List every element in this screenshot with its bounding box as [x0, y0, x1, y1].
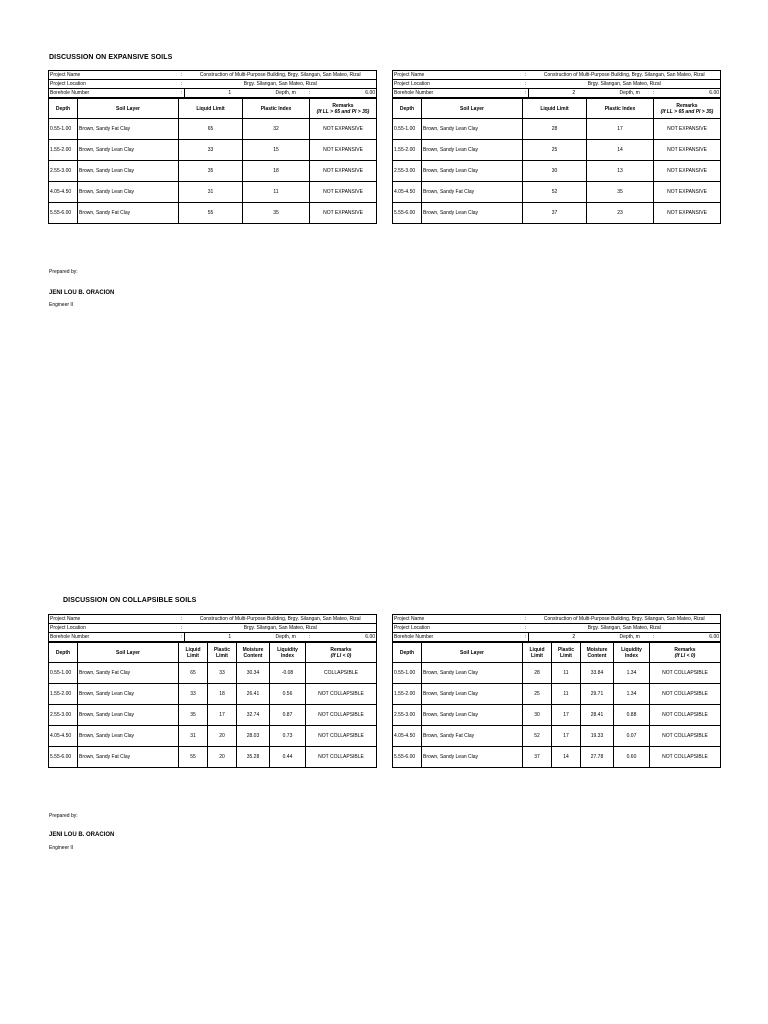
cell-ll: 30	[523, 705, 552, 726]
cell-ll: 52	[523, 182, 587, 203]
table-row	[393, 182, 721, 203]
depth-label: Depth, m	[275, 89, 307, 98]
cell-ll: 37	[523, 203, 587, 224]
cell-li: 0.88	[614, 705, 650, 726]
project-location-label: Project Location	[49, 80, 179, 89]
header-row	[393, 643, 721, 663]
liquid-limit-header	[179, 643, 208, 663]
colon: :	[307, 633, 313, 642]
cell-soil: Brown, Sandy Lean Clay	[78, 161, 179, 182]
ll-line1: Liquid	[529, 646, 545, 653]
project-location-label: Project Location	[393, 80, 523, 89]
cell-li: 0.73	[270, 726, 306, 747]
borehole-label: Borehole Number	[393, 89, 523, 98]
cell-remarks: NOT EXPANSIVE	[310, 140, 377, 161]
borehole-value: 2	[529, 89, 619, 98]
table-row	[393, 203, 721, 224]
cell-soil: Brown, Sandy Fat Clay	[422, 726, 523, 747]
cell-ll: 55	[179, 747, 208, 768]
collapsible-info-1	[48, 614, 377, 642]
depth-value: 6.00	[313, 89, 377, 98]
cell-depth: 4.05-4.50	[49, 182, 78, 203]
remarks-label: Remarks	[332, 102, 354, 109]
cell-mc: 27.78	[581, 747, 614, 768]
ll-line2: Limit	[531, 652, 543, 659]
collapsible-data-1	[48, 642, 377, 768]
project-name-value: Construction of Multi-Purpose Building, Brgy. Silangan, San Mateo, Rizal	[185, 71, 377, 80]
remarks-note: (If LI < 0)	[674, 652, 696, 659]
colon: :	[179, 80, 185, 89]
cell-li: 0.44	[270, 747, 306, 768]
cell-mc: 29.71	[581, 684, 614, 705]
project-location-label: Project Location	[393, 624, 523, 633]
col-rows	[393, 663, 721, 768]
cell-pl: 20	[208, 726, 237, 747]
cell-mc: 19.33	[581, 726, 614, 747]
table-row	[393, 140, 721, 161]
cell-remarks: NOT COLLAPSIBLE	[306, 705, 377, 726]
collapsible-info-2	[392, 614, 721, 642]
borehole-row	[393, 89, 721, 98]
header-row	[393, 99, 721, 119]
project-name-value: Construction of Multi-Purpose Building, Brgy. Silangan, San Mateo, Rizal	[529, 71, 721, 80]
cell-pi: 18	[243, 161, 310, 182]
depth-value: 6.00	[657, 89, 721, 98]
depth-header: Depth	[393, 99, 422, 119]
depth-header: Depth	[49, 643, 78, 663]
cell-ll: 25	[523, 684, 552, 705]
table-row	[393, 726, 721, 747]
prepared-by-label: Prepared by:	[49, 813, 78, 819]
ll-line1: Liquid	[185, 646, 201, 653]
li-line1: Liquidity	[621, 646, 642, 653]
cell-soil: Brown, Sandy Fat Clay	[78, 119, 179, 140]
cell-ll: 25	[523, 140, 587, 161]
remarks-header	[654, 99, 721, 119]
cell-depth: 2.55-3.00	[49, 705, 78, 726]
preparer-name: JENI LOU B. ORACION	[49, 290, 115, 296]
cell-ll: 28	[523, 119, 587, 140]
liquid-limit-header: Liquid Limit	[523, 99, 587, 119]
liquidity-header	[614, 643, 650, 663]
cell-remarks: COLLAPSIBLE	[306, 663, 377, 684]
cell-pl: 18	[208, 684, 237, 705]
cell-depth: 4.05-4.50	[393, 182, 422, 203]
header-row	[49, 99, 377, 119]
cell-remarks: NOT EXPANSIVE	[310, 161, 377, 182]
borehole-value: 1	[185, 89, 275, 98]
li-line2: Index	[280, 652, 295, 659]
remarks-label: Remarks	[676, 102, 698, 109]
cell-soil: Brown, Sandy Lean Clay	[78, 705, 179, 726]
pl-line2: Limit	[216, 652, 228, 659]
borehole-label: Borehole Number	[393, 633, 523, 642]
soil-layer-header: Soil Layer	[78, 643, 179, 663]
soil-layer-header: Soil Layer	[422, 643, 523, 663]
project-location-row	[393, 624, 721, 633]
cell-pl: 17	[552, 726, 581, 747]
cell-ll: 52	[523, 726, 552, 747]
table-row	[49, 140, 377, 161]
expansive-table-1	[48, 70, 376, 224]
li-line1: Liquidity	[277, 646, 298, 653]
ll-line2: Limit	[187, 652, 199, 659]
project-name-row	[393, 615, 721, 624]
cell-mc: 26.41	[237, 684, 270, 705]
cell-remarks: NOT COLLAPSIBLE	[306, 726, 377, 747]
cell-ll: 33	[179, 684, 208, 705]
prepared-by-label: Prepared by:	[49, 269, 78, 275]
depth-value: 6.00	[313, 633, 377, 642]
remarks-header	[306, 643, 377, 663]
cell-remarks: NOT EXPANSIVE	[310, 119, 377, 140]
cell-remarks: NOT EXPANSIVE	[654, 140, 721, 161]
borehole-row	[393, 633, 721, 642]
plastic-index-header: Plastic Index	[587, 99, 654, 119]
expansive-data-2	[392, 98, 721, 224]
cell-soil: Brown, Sandy Fat Clay	[78, 747, 179, 768]
cell-ll: 30	[523, 161, 587, 182]
cell-remarks: NOT EXPANSIVE	[654, 182, 721, 203]
borehole-value: 1	[185, 633, 275, 642]
mc-line2: Content	[587, 652, 607, 659]
soil-layer-header: Soil Layer	[78, 99, 179, 119]
cell-ll: 65	[179, 119, 243, 140]
cell-depth: 0.55-1.00	[393, 119, 422, 140]
plastic-limit-header	[552, 643, 581, 663]
cell-depth: 2.55-3.00	[393, 161, 422, 182]
cell-depth: 0.55-1.00	[49, 663, 78, 684]
cell-pl: 17	[552, 705, 581, 726]
cell-depth: 0.55-1.00	[393, 663, 422, 684]
cell-soil: Brown, Sandy Fat Clay	[422, 182, 523, 203]
expansive-table-2	[392, 70, 720, 224]
cell-remarks: NOT COLLAPSIBLE	[650, 663, 721, 684]
cell-mc: 33.84	[581, 663, 614, 684]
cell-pi: 35	[243, 203, 310, 224]
table-row	[49, 747, 377, 768]
borehole-value: 2	[529, 633, 619, 642]
cell-soil: Brown, Sandy Lean Clay	[422, 119, 523, 140]
cell-depth: 5.55-6.00	[393, 203, 422, 224]
cell-pl: 11	[552, 684, 581, 705]
cell-depth: 2.55-3.00	[49, 161, 78, 182]
remarks-note: (If LL > 65 and PI > 35)	[660, 108, 714, 115]
table-row	[393, 684, 721, 705]
cell-ll: 35	[179, 705, 208, 726]
soil-layer-header: Soil Layer	[422, 99, 523, 119]
exp-rows	[49, 119, 377, 224]
mc-line1: Moisture	[242, 646, 264, 653]
depth-header: Depth	[393, 643, 422, 663]
table-row	[49, 663, 377, 684]
cell-remarks: NOT EXPANSIVE	[654, 161, 721, 182]
table-row	[49, 119, 377, 140]
collapsible-table-2	[392, 614, 720, 768]
colon: :	[523, 615, 529, 624]
cell-remarks: NOT COLLAPSIBLE	[650, 684, 721, 705]
depth-label: Depth, m	[275, 633, 307, 642]
remarks-label: Remarks	[330, 646, 352, 653]
cell-pi: 14	[587, 140, 654, 161]
cell-pi: 23	[587, 203, 654, 224]
cell-soil: Brown, Sandy Fat Clay	[78, 203, 179, 224]
colon: :	[523, 633, 529, 642]
cell-pl: 20	[208, 747, 237, 768]
cell-remarks: NOT EXPANSIVE	[310, 182, 377, 203]
table-row	[49, 161, 377, 182]
cell-soil: Brown, Sandy Lean Clay	[422, 684, 523, 705]
cell-pi: 13	[587, 161, 654, 182]
cell-mc: 30.34	[237, 663, 270, 684]
plastic-limit-header	[208, 643, 237, 663]
remarks-header	[650, 643, 721, 663]
cell-soil: Brown, Sandy Lean Clay	[422, 705, 523, 726]
cell-pi: 35	[587, 182, 654, 203]
cell-soil: Brown, Sandy Lean Clay	[422, 140, 523, 161]
borehole-label: Borehole Number	[49, 633, 179, 642]
expansive-info-2	[392, 70, 721, 98]
cell-ll: 31	[179, 182, 243, 203]
project-location-value: Brgy. Silangan, San Mateo, Rizal	[529, 80, 721, 89]
pl-line2: Limit	[560, 652, 572, 659]
table-row	[49, 684, 377, 705]
pl-line1: Plastic	[557, 646, 575, 653]
cell-depth: 5.55-6.00	[49, 203, 78, 224]
table-row	[49, 182, 377, 203]
colon: :	[179, 615, 185, 624]
preparer-role: Engineer II	[49, 302, 74, 308]
colon: :	[523, 89, 529, 98]
cell-remarks: NOT COLLAPSIBLE	[650, 747, 721, 768]
colon: :	[307, 89, 313, 98]
table-row	[393, 747, 721, 768]
cell-mc: 28.03	[237, 726, 270, 747]
colon: :	[523, 80, 529, 89]
cell-li: 0.56	[270, 684, 306, 705]
colon: :	[179, 624, 185, 633]
cell-remarks: NOT COLLAPSIBLE	[306, 684, 377, 705]
cell-ll: 35	[179, 161, 243, 182]
cell-ll: 31	[179, 726, 208, 747]
project-location-value: Brgy. Silangan, San Mateo, Rizal	[529, 624, 721, 633]
expansive-info-1	[48, 70, 377, 98]
cell-remarks: NOT COLLAPSIBLE	[650, 705, 721, 726]
project-location-value: Brgy. Silangan, San Mateo, Rizal	[185, 624, 377, 633]
cell-pl: 14	[552, 747, 581, 768]
cell-remarks: NOT COLLAPSIBLE	[306, 747, 377, 768]
colon: :	[179, 89, 185, 98]
cell-soil: Brown, Sandy Fat Clay	[78, 663, 179, 684]
cell-ll: 28	[523, 663, 552, 684]
project-name-row	[49, 71, 377, 80]
cell-soil: Brown, Sandy Lean Clay	[78, 726, 179, 747]
table-row	[49, 705, 377, 726]
cell-remarks: NOT EXPANSIVE	[310, 203, 377, 224]
preparer-role: Engineer II	[49, 845, 74, 851]
cell-remarks: NOT EXPANSIVE	[654, 119, 721, 140]
expansive-title: DISCUSSION ON EXPANSIVE SOILS	[49, 54, 173, 61]
project-name-row	[49, 615, 377, 624]
cell-depth: 0.55-1.00	[49, 119, 78, 140]
project-location-value: Brgy. Silangan, San Mateo, Rizal	[185, 80, 377, 89]
cell-depth: 1.55-2.00	[49, 684, 78, 705]
remarks-note: (If LL > 65 and PI > 35)	[316, 108, 370, 115]
cell-pl: 11	[552, 663, 581, 684]
borehole-label: Borehole Number	[49, 89, 179, 98]
cell-remarks: NOT EXPANSIVE	[654, 203, 721, 224]
project-name-value: Construction of Multi-Purpose Building, Brgy. Silangan, San Mateo, Rizal	[185, 615, 377, 624]
cell-mc: 28.41	[581, 705, 614, 726]
cell-li: 0.60	[614, 747, 650, 768]
cell-li: 0.07	[614, 726, 650, 747]
cell-mc: 32.74	[237, 705, 270, 726]
project-name-value: Construction of Multi-Purpose Building, Brgy. Silangan, San Mateo, Rizal	[529, 615, 721, 624]
header-row	[49, 643, 377, 663]
depth-header: Depth	[49, 99, 78, 119]
project-location-row	[49, 624, 377, 633]
cell-li: 1.34	[614, 663, 650, 684]
table-row	[393, 119, 721, 140]
cell-ll: 33	[179, 140, 243, 161]
liquid-limit-header: Liquid Limit	[179, 99, 243, 119]
cell-pi: 11	[243, 182, 310, 203]
cell-ll: 37	[523, 747, 552, 768]
cell-pi: 17	[587, 119, 654, 140]
cell-li: 0.87	[270, 705, 306, 726]
cell-depth: 5.55-6.00	[49, 747, 78, 768]
cell-remarks: NOT COLLAPSIBLE	[650, 726, 721, 747]
colon: :	[651, 89, 657, 98]
cell-pi: 15	[243, 140, 310, 161]
cell-pi: 32	[243, 119, 310, 140]
collapsible-data-2	[392, 642, 721, 768]
expansive-data-1	[48, 98, 377, 224]
mc-line2: Content	[243, 652, 263, 659]
colon: :	[651, 633, 657, 642]
cell-depth: 4.05-4.50	[49, 726, 78, 747]
cell-pl: 33	[208, 663, 237, 684]
cell-soil: Brown, Sandy Lean Clay	[422, 663, 523, 684]
colon: :	[523, 71, 529, 80]
table-row	[49, 726, 377, 747]
table-row	[49, 203, 377, 224]
liquid-limit-header	[523, 643, 552, 663]
cell-pl: 17	[208, 705, 237, 726]
cell-li: -0.08	[270, 663, 306, 684]
table-row	[393, 705, 721, 726]
cell-depth: 1.55-2.00	[393, 684, 422, 705]
cell-mc: 35.28	[237, 747, 270, 768]
project-location-row	[49, 80, 377, 89]
cell-depth: 1.55-2.00	[49, 140, 78, 161]
collapsible-title: DISCUSSION ON COLLAPSIBLE SOILS	[63, 597, 197, 604]
cell-soil: Brown, Sandy Lean Clay	[78, 684, 179, 705]
cell-soil: Brown, Sandy Lean Clay	[422, 747, 523, 768]
cell-depth: 4.05-4.50	[393, 726, 422, 747]
pl-line1: Plastic	[213, 646, 231, 653]
moisture-header	[237, 643, 270, 663]
remarks-label: Remarks	[674, 646, 696, 653]
moisture-header	[581, 643, 614, 663]
table-row	[393, 161, 721, 182]
project-name-label: Project Name	[393, 71, 523, 80]
project-location-label: Project Location	[49, 624, 179, 633]
cell-soil: Brown, Sandy Lean Clay	[78, 140, 179, 161]
liquidity-header	[270, 643, 306, 663]
project-name-row	[393, 71, 721, 80]
table-row	[393, 663, 721, 684]
exp-rows	[393, 119, 721, 224]
col-rows	[49, 663, 377, 768]
collapsible-table-1	[48, 614, 376, 768]
project-name-label: Project Name	[49, 615, 179, 624]
borehole-row	[49, 633, 377, 642]
mc-line1: Moisture	[586, 646, 608, 653]
cell-depth: 1.55-2.00	[393, 140, 422, 161]
remarks-header	[310, 99, 377, 119]
colon: :	[523, 624, 529, 633]
borehole-row	[49, 89, 377, 98]
cell-soil: Brown, Sandy Lean Clay	[78, 182, 179, 203]
colon: :	[179, 633, 185, 642]
cell-ll: 65	[179, 663, 208, 684]
cell-depth: 2.55-3.00	[393, 705, 422, 726]
plastic-index-header: Plastic Index	[243, 99, 310, 119]
project-location-row	[393, 80, 721, 89]
depth-label: Depth, m	[619, 633, 651, 642]
remarks-note: (If LI < 0)	[330, 652, 352, 659]
preparer-name: JENI LOU B. ORACION	[49, 832, 115, 838]
cell-soil: Brown, Sandy Lean Clay	[422, 161, 523, 182]
cell-ll: 55	[179, 203, 243, 224]
project-name-label: Project Name	[49, 71, 179, 80]
cell-li: 1.34	[614, 684, 650, 705]
cell-soil: Brown, Sandy Lean Clay	[422, 203, 523, 224]
li-line2: Index	[624, 652, 639, 659]
colon: :	[179, 71, 185, 80]
depth-label: Depth, m	[619, 89, 651, 98]
cell-depth: 5.55-6.00	[393, 747, 422, 768]
project-name-label: Project Name	[393, 615, 523, 624]
depth-value: 6.00	[657, 633, 721, 642]
